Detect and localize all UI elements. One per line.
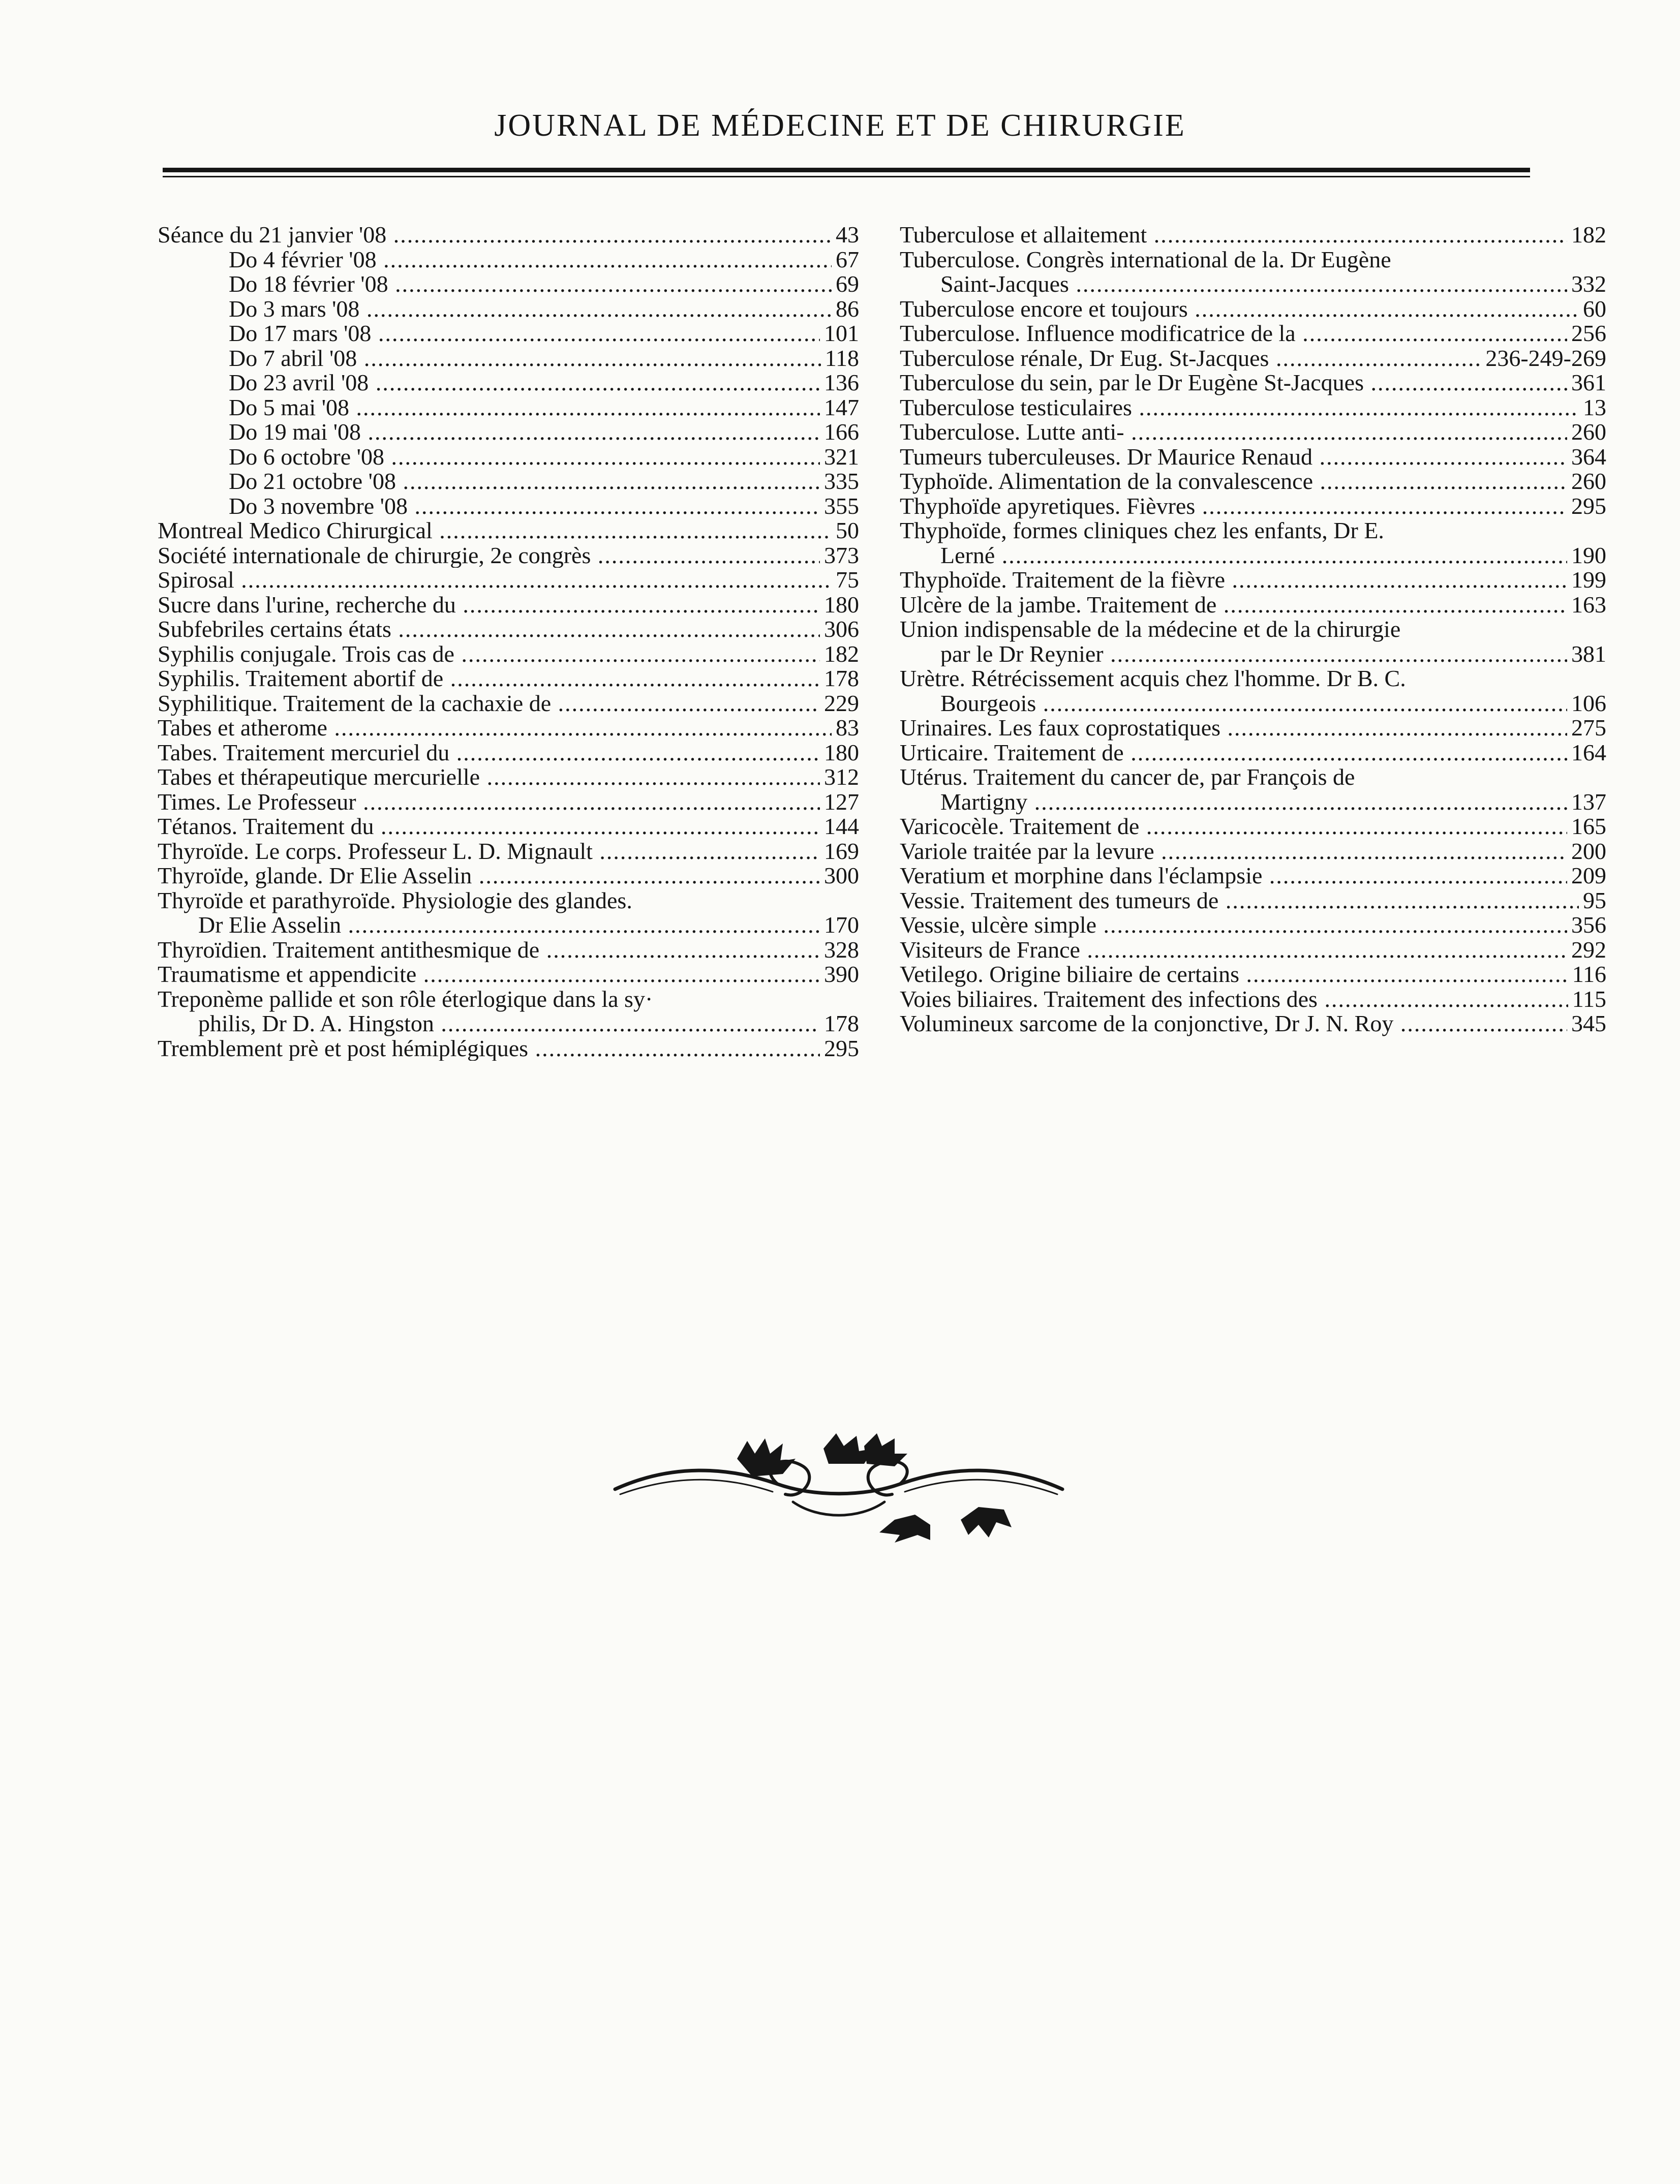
page-number: 86 [836,295,859,322]
page-number: 43 [836,222,859,248]
index-entry-title: Syphilis conjugale. Trois cas de ..... [158,642,820,667]
index-entry [158,248,859,272]
page-number: 260 [1571,468,1606,494]
page-number: 137 [1571,788,1606,815]
index-entry [158,346,859,371]
page-number: 136 [824,370,859,395]
index-entry-title: Do 17 mars '08 ..... [229,321,820,346]
index-entry-title: Séance du 21 janvier '08 ..... [158,223,832,248]
page-number: 328 [824,936,859,963]
page-number: 116 [1572,961,1606,987]
index-entry [158,888,859,938]
page-number: 381 [1571,640,1606,667]
index-entry [158,938,859,963]
index-entry [158,716,859,741]
index-entry-title: Times. Le Professeur ..... [158,790,820,815]
index-column-left [158,223,859,1061]
index-entry [900,445,1606,470]
index-entry-first-line: Treponème pallide et son rôle éterlogique dans la sy· [158,986,653,1012]
header-rule-thin [163,176,1530,177]
page-header: JOURNAL DE MÉDECINE ET DE CHIRURGIE [494,108,1186,143]
page-number: 373 [824,542,859,568]
index-entry-title: Syphilis. Traitement abortif de ..... [158,666,820,691]
index-entry-title: Montreal Medico Chirurgical ..... [158,518,832,543]
index-entry [158,1036,859,1061]
index-entry-first-line: Utérus. Traitement du cancer de, par François de [900,764,1355,790]
index-entry [900,938,1606,963]
page-number: 180 [824,591,859,618]
index-entry-first-line: Union indispensable de la médecine et de la chirurgie [900,616,1401,642]
index-entry [158,494,859,519]
index-entry [158,790,859,815]
header-rule-thick [163,168,1530,172]
page-number: 256 [1571,320,1606,346]
index-entry [158,518,859,543]
index-entry-title: Thyphoïde. Traitement de la fièvre ..... [900,568,1567,593]
index-entry-title: Thyroïde. Le corps. Professeur L. D. Mignault ..... [158,839,820,864]
index-entry-title: Tabes. Traitement mercuriel du ..... [158,741,820,765]
index-entry-title: Tumeurs tuberculeuses. Dr Maurice Renaud ..... [900,445,1567,470]
index-entry-title: Société internationale de chirurgie, 2e congrès ..... [158,543,820,568]
index-entry-title: par le Dr Reynier ..... [940,642,1567,667]
page-number: 75 [836,567,859,593]
index-entry-title: Spirosal ..... [158,568,832,593]
page-number: 60 [1583,295,1606,322]
index-entry [158,691,859,716]
index-entry [900,223,1606,248]
index-entry [900,346,1606,371]
page-number: 182 [1571,222,1606,248]
page-number: 236-249-269 [1485,345,1606,371]
index-entry-title: Do 3 mars '08 ..... [229,297,832,322]
page-number: 312 [824,764,859,790]
index-entry-title: Tuberculose rénale, Dr Eug. St-Jacques ..... [900,346,1481,371]
index-entry-title: Tuberculose encore et toujours ..... [900,297,1579,322]
index-entry-title: Bourgeois ..... [940,691,1567,716]
page-number: 95 [1583,887,1606,913]
index-entry [900,248,1606,297]
index-entry-title: Tuberculose du sein, par le Dr Eugène St-Jacques ..... [900,371,1567,395]
index-entry-title: Urticaire. Traitement de ..... [900,741,1567,765]
index-entry [900,1011,1606,1036]
index-entry [900,913,1606,938]
page-number: 361 [1571,370,1606,395]
index-entry-title: Typhoïde. Alimentation de la convalescence ..... [900,469,1567,494]
index-entry [158,469,859,494]
page-number: 300 [824,863,859,888]
index-entry-title: Do 23 avril '08 ..... [229,371,820,395]
index-entry [900,814,1606,839]
index-entry [900,420,1606,445]
index-entry-title: Veratium et morphine dans l'éclampsie ..... [900,864,1567,888]
index-entry [900,321,1606,346]
page-number: 147 [824,394,859,420]
index-entry-title: Tuberculose et allaitement ..... [900,223,1567,248]
index-entry-title: Volumineux sarcome de la conjonctive, Dr J. N. Roy ..... [900,1011,1567,1036]
fleuron-ornament [610,1418,1067,1545]
page-number: 118 [824,345,859,371]
index-entry-title: philis, Dr D. A. Hingston ..... [198,1011,820,1036]
index-entry [900,765,1606,814]
index-entry [158,543,859,568]
index-entry [900,593,1606,618]
page-number: 335 [824,468,859,494]
page-number: 356 [1571,912,1606,938]
index-entry-title: Tabes et thérapeutique mercurielle ..... [158,765,820,790]
index-entry [158,765,859,790]
index-entry-title: Urinaires. Les faux coprostatiques ..... [900,716,1567,741]
page-number: 178 [824,1010,859,1036]
page-number: 200 [1571,838,1606,864]
index-entry [158,814,859,839]
index-entry-first-line: Urètre. Rétrécissement acquis chez l'homme. Dr B. C. [900,665,1406,691]
index-entry [900,494,1606,519]
index-entry [900,469,1606,494]
index-entry-title: Vessie. Traitement des tumeurs de ..... [900,888,1579,913]
index-entry-title: Tétanos. Traitement du ..... [158,814,820,839]
index-entry [158,321,859,346]
page-number: 190 [1571,542,1606,568]
page-number: 164 [1571,739,1606,765]
index-entry [900,864,1606,888]
index-entry-title: Tuberculose testiculaires ..... [900,395,1579,420]
index-entry-title: Martigny ..... [940,790,1567,815]
page-number: 106 [1571,690,1606,716]
page-number: 182 [824,640,859,667]
page-number: 13 [1583,394,1606,420]
index-entry-title: Saint-Jacques ..... [940,272,1567,297]
page-number: 169 [824,838,859,864]
index-entry [158,272,859,297]
index-entry-title: Vessie, ulcère simple ..... [900,913,1567,938]
index-entry [158,395,859,420]
page-number: 295 [1571,493,1606,519]
page-number: 332 [1571,271,1606,297]
page-number: 115 [1572,986,1606,1012]
index-entry [900,518,1606,568]
index-column-right [900,223,1606,1036]
index-entry-first-line: Thyroïde et parathyroïde. Physiologie des glandes. [158,887,632,913]
page-number: 355 [824,493,859,519]
page-number: 275 [1571,715,1606,741]
page-number: 127 [824,788,859,815]
index-entry-title: Vetilego. Origine biliaire de certains ..... [900,962,1568,987]
page-number: 69 [836,271,859,297]
page-number: 292 [1571,936,1606,963]
index-entry [158,420,859,445]
index-entry-title: Do 4 février '08 ..... [229,248,832,272]
index-entry-title: Do 21 octobre '08 ..... [229,469,820,494]
index-entry-title: Ulcère de la jambe. Traitement de ..... [900,593,1567,618]
index-entry [900,666,1606,716]
index-entry [158,568,859,593]
index-entry-title: Syphilitique. Traitement de la cachaxie de ..... [158,691,820,716]
index-entry [900,568,1606,593]
index-entry-title: Subfebriles certains états ..... [158,617,820,642]
index-entry [900,839,1606,864]
index-entry-title: Thyroïdien. Traitement antithesmique de ..... [158,938,820,963]
index-entry [158,666,859,691]
index-entry [900,371,1606,395]
page-number: 209 [1571,863,1606,888]
index-entry-title: Sucre dans l'urine, recherche du ..... [158,593,820,618]
index-entry-title: Tabes et atherome ..... [158,716,832,741]
index-entry [158,839,859,864]
index-entry-first-line: Thyphoïde, formes cliniques chez les enfants, Dr E. [900,517,1384,543]
index-entry [158,987,859,1036]
index-entry [158,371,859,395]
page-number: 83 [836,715,859,741]
page-number: 321 [824,443,859,470]
index-entry [158,642,859,667]
index-entry-title: Visiteurs de France ..... [900,938,1567,963]
index-entry-title: Varicocèle. Traitement de ..... [900,814,1567,839]
index-entry [900,741,1606,765]
index-entry-first-line: Tuberculose. Congrès international de la. Dr Eugène [900,246,1391,272]
page-number: 67 [836,246,859,272]
index-entry-title: Tuberculose. Influence modificatrice de la ..... [900,321,1567,346]
index-entry-title: Variole traitée par la levure ..... [900,839,1567,864]
index-entry [158,593,859,618]
page-number: 144 [824,813,859,839]
index-entry-title: Dr Elie Asselin ..... [198,913,820,938]
index-entry-title: Do 3 novembre '08 ..... [229,494,820,519]
index-entry [158,864,859,888]
index-entry [158,741,859,765]
page-number: 260 [1571,419,1606,445]
index-entry-title: Do 5 mai '08 ..... [229,395,820,420]
page-number: 163 [1571,591,1606,618]
index-entry-title: Traumatisme et appendicite ..... [158,962,820,987]
index-entry [900,617,1606,666]
index-entry-title: Thyroïde, glande. Dr Elie Asselin ..... [158,864,820,888]
index-entry-title: Voies biliaires. Traitement des infections des ..... [900,987,1568,1012]
page-number: 345 [1571,1010,1606,1036]
index-entry [158,617,859,642]
page-number: 295 [824,1035,859,1061]
index-entry-title: Do 18 février '08 ..... [229,272,832,297]
page-number: 178 [824,665,859,691]
page-number: 101 [824,320,859,346]
page-number: 306 [824,616,859,642]
index-entry-title: Lerné ..... [940,543,1567,568]
page-number: 180 [824,739,859,765]
index-entry [900,888,1606,913]
index-entry [900,962,1606,987]
page-number: 390 [824,961,859,987]
index-entry-title: Do 19 mai '08 ..... [229,420,820,445]
index-entry [900,395,1606,420]
page-number: 364 [1571,443,1606,470]
index-entry [900,987,1606,1012]
page-number: 165 [1571,813,1606,839]
index-entry [158,223,859,248]
page-number: 50 [836,517,859,543]
index-entry [158,962,859,987]
index-entry-title: Do 7 abril '08 ..... [229,346,821,371]
page-number: 170 [824,912,859,938]
index-entry [900,297,1606,322]
index-entry [900,716,1606,741]
index-entry-title: Tuberculose. Lutte anti- ..... [900,420,1567,445]
page-number: 199 [1571,567,1606,593]
index-entry [158,445,859,470]
index-entry-title: Tremblement prè et post hémiplégiques ..... [158,1036,820,1061]
index-entry-title: Do 6 octobre '08 ..... [229,445,820,470]
page-number: 166 [824,419,859,445]
page-number: 229 [824,690,859,716]
index-entry [158,297,859,322]
index-entry-title: Thyphoïde apyretiques. Fièvres ..... [900,494,1567,519]
